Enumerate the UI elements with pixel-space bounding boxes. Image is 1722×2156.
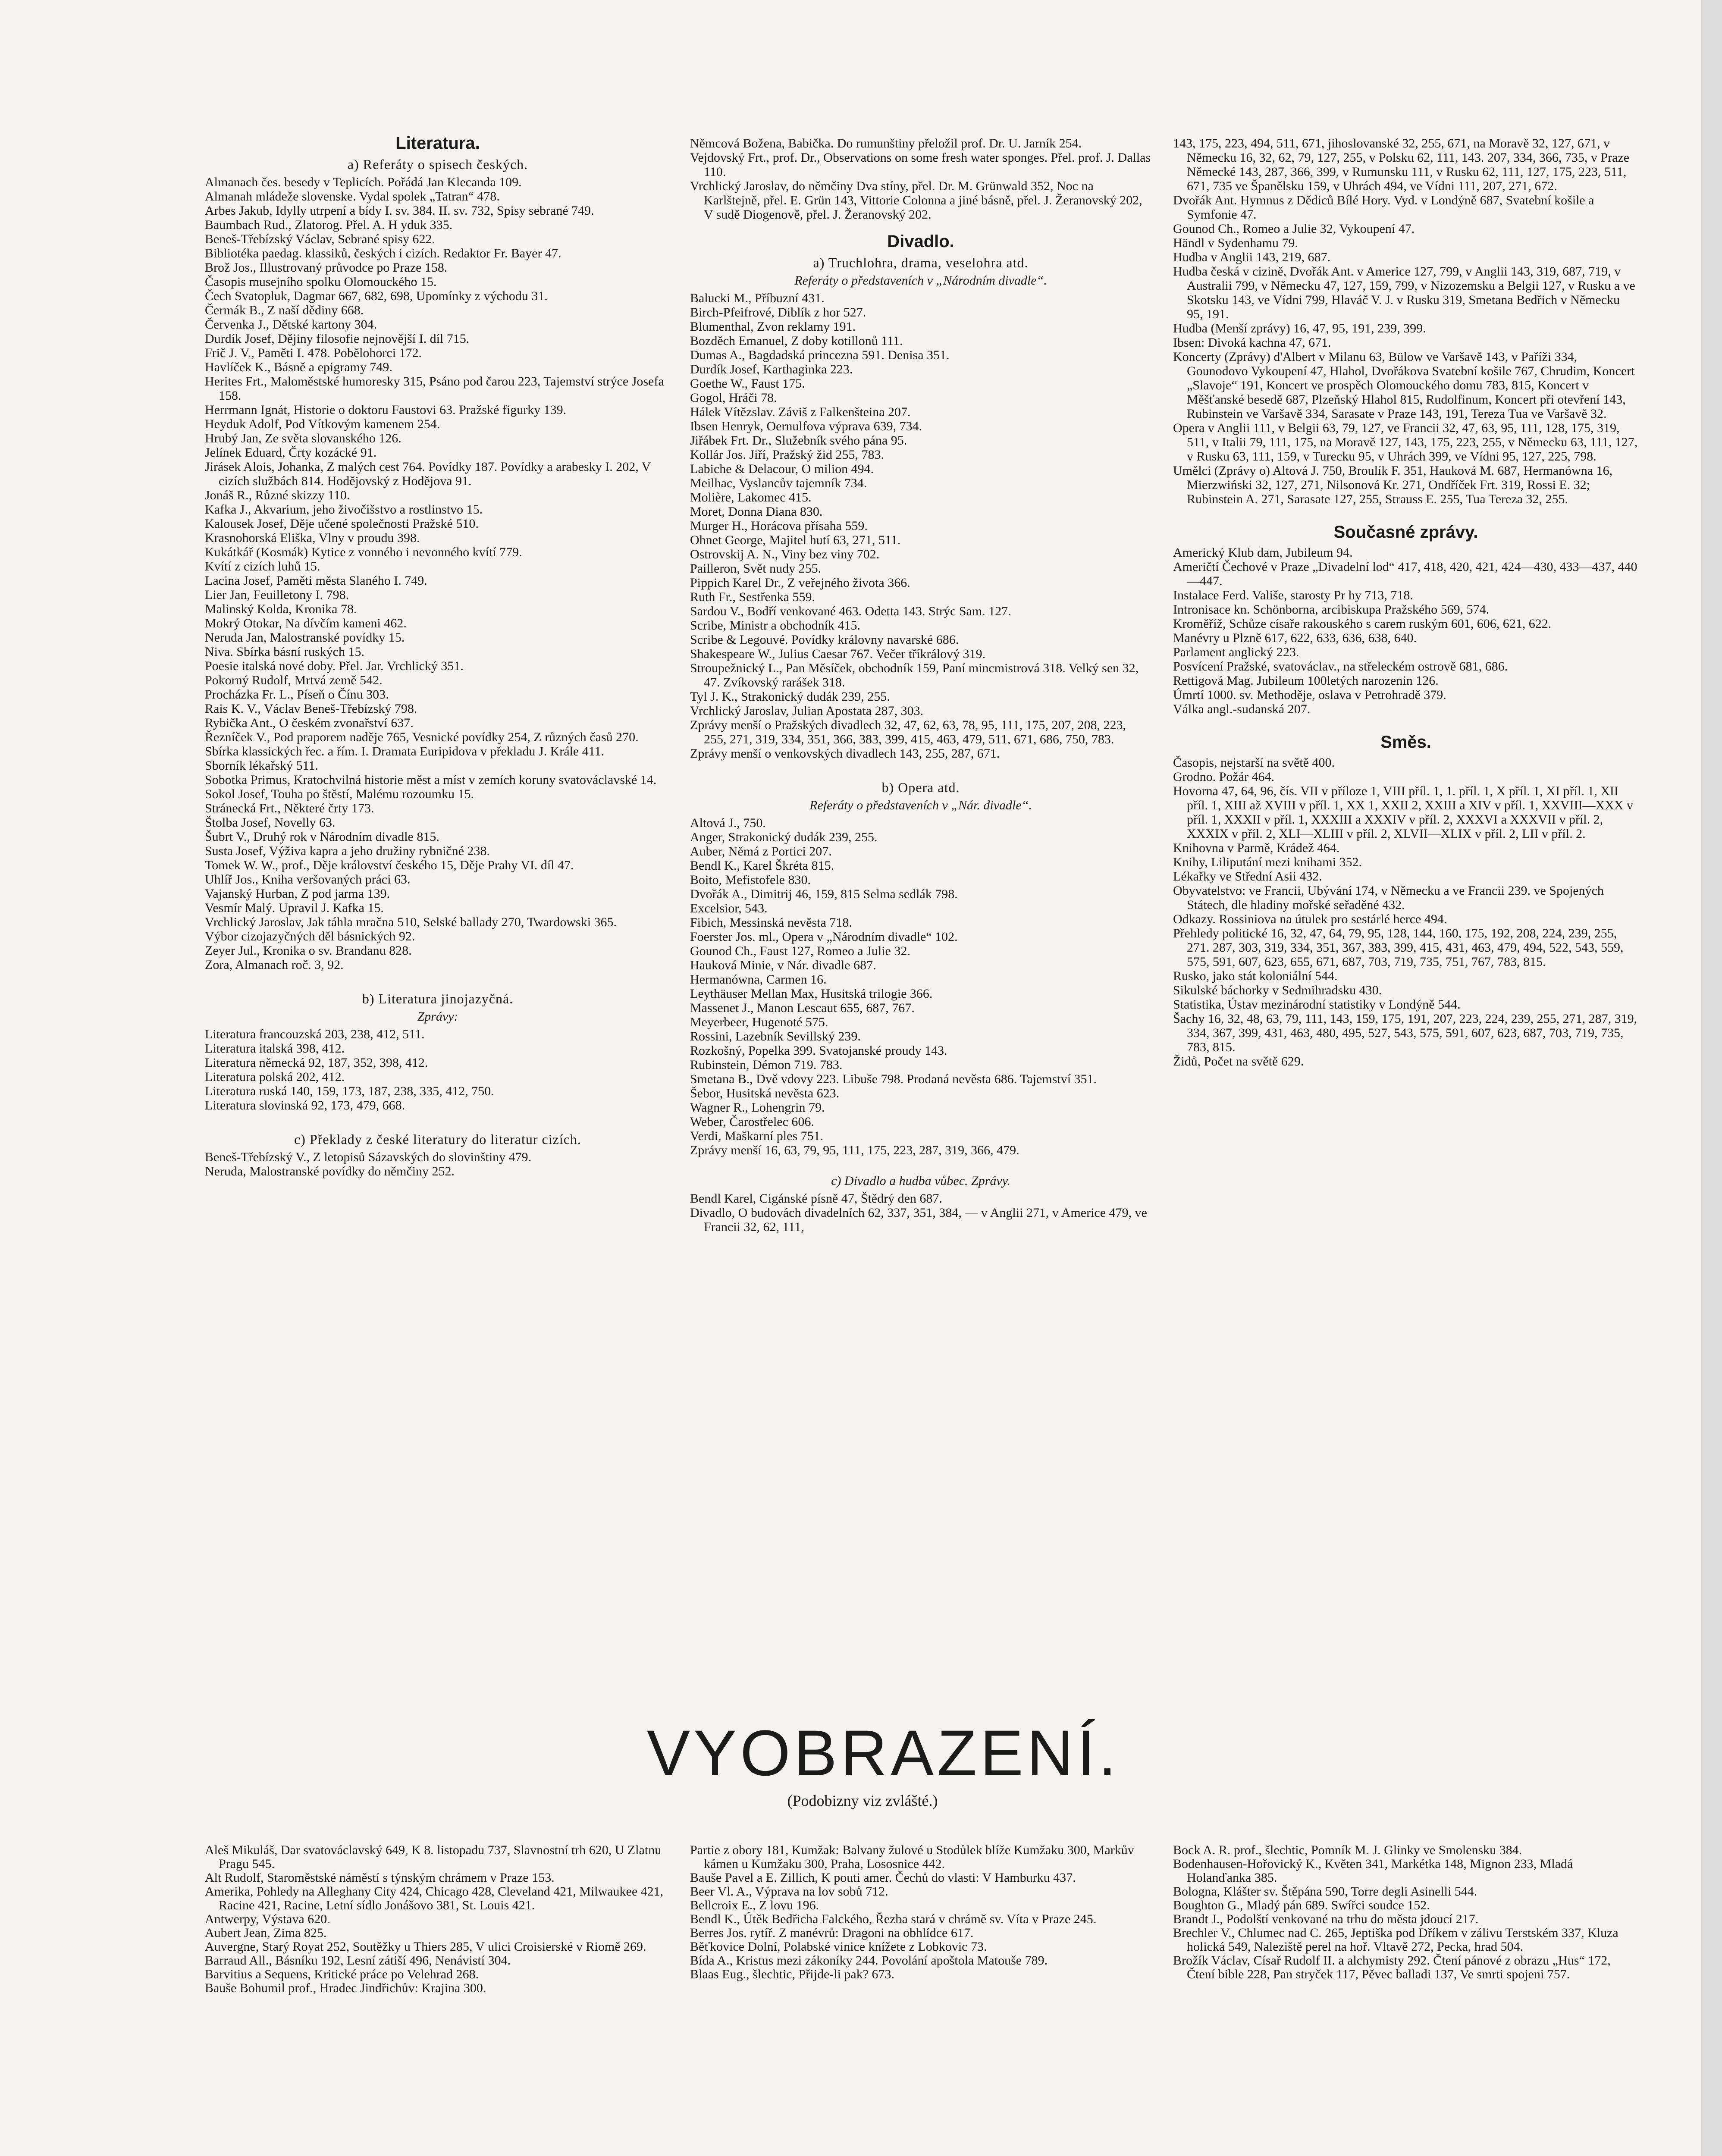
index-entry: Sborník lékařský 511. (205, 758, 319, 773)
index-entry: Šachy 16, 32, 48, 63, 79, 111, 143, 159, 175, 191, 207, 223, 224, 239, 255, 271, 287, 319, 334, 367, 399, 431, 463, 480, 495, 527, 543, 575, 591, 607, 623, 687, 703, 719, 735, 783, 815. (1173, 1012, 1637, 1054)
index-entry: Bendl K., Útěk Bedřicha Falckého, Řezba stará v chrámě sv. Víta v Praze 245. (690, 1912, 1097, 1926)
page-edge-shadow (1701, 0, 1722, 2156)
divadlo-a-list (690, 291, 1151, 761)
index-entry: Literatura polská 202, 412. (205, 1070, 345, 1084)
index-entry: Červenka J., Dětské kartony 304. (205, 317, 377, 332)
index-entry: Úmrtí 1000. sv. Methoděje, oslava v Petrohradě 379. (1173, 688, 1446, 702)
index-entry: Niva. Sbírka básní ruských 15. (205, 645, 364, 659)
index-entry: Moret, Donna Diana 830. (690, 505, 823, 519)
index-entry: Hudba česká v cizině, Dvořák Ant. v Americe 127, 799, v Anglii 143, 319, 687, 719, v Australii 799, v Německu 47, 127, 159, 799, v Nizozemsku a Belgii 127, v Rusku a ve Skotsku 143, ve Vídni 799, Hlaváč V. J. v Rusku 319, Smetana Bedřich v Německu 95, 191. (1173, 264, 1635, 321)
index-entry: Vejdovský Frt., prof. Dr., Observations on some fresh water sponges. Přel. prof. J. Dallas 110. (690, 150, 1151, 179)
index-entry: Barraud All., Básníku 192, Lesní zátiší 496, Nenávistí 304. (205, 1953, 511, 1968)
index-entry: Kafka J., Akvarium, jeho živočišstvo a rostlinstvo 15. (205, 502, 483, 517)
index-entry: Ohnet George, Majitel hutí 63, 271, 511. (690, 533, 901, 547)
index-entry: Brož Jos., Illustrovaný průvodce po Praze 158. (205, 260, 448, 275)
index-entry: Durdík Josef, Karthaginka 223. (690, 362, 853, 376)
index-entry: Alt Rudolf, Staroměstské náměstí s týnským chrámem v Praze 153. (205, 1871, 555, 1885)
index-entry: Bologna, Klášter sv. Štěpána 590, Torre degli Asinelli 544. (1173, 1884, 1477, 1899)
index-entry: Leythäuser Mellan Max, Husitská trilogie 366. (690, 987, 933, 1001)
index-entry: Molière, Lakomec 415. (690, 490, 812, 505)
index-entry: Vrchlický Jaroslav, do němčiny Dva stíny, přel. Dr. M. Grünwald 352, Noc na Karlštejně, přel. E. Grün 143, Vittorie Colonna a jiné básně, přel. J. Žeranovský 202, V sudě Diogenově, přel. J. Žeranovský 202. (690, 179, 1142, 222)
index-entry: Amerika, Pohledy na Alleghany City 424, Chicago 428, Cleveland 421, Milwaukee 421, Racine 421, Racine, Letní sídlo Jonášovo 381, St. Louis 421. (205, 1884, 664, 1912)
index-entry: Koncerty (Zprávy) d'Albert v Milanu 63, Bülow ve Varšavě 143, v Paříži 334, Gounodovo Vykoupení 47, Hlahol, Dvořákova Svatební košile 767, Chrudim, Koncert „Slavoje“ 191, Koncert ve prospěch Olomouckého domu 783, 815, Koncert v Měšťanské besedě 687, Plzeňský Hlahol 815, Rudolfinum, Koncert při otevření 143, Rubinstein ve Varšavě 334, Sarasate v Praze 143, 191, Tereza Tua ve Varšavě 32. (1173, 350, 1635, 421)
index-entry: Neruda Jan, Malostranské povídky 15. (205, 630, 405, 645)
index-entry: Válka angl.-sudanská 207. (1173, 702, 1311, 716)
smes-list (1173, 755, 1639, 1069)
index-entry: Běťkovice Dolní, Polabské vinice knížete z Lobkovic 73. (690, 1940, 987, 1954)
index-entry: Šubrt V., Druhý rok v Národním divadle 815. (205, 830, 439, 844)
index-entry: Balucki M., Příbuzní 431. (690, 291, 825, 305)
index-entry: Rozkošný, Popelka 399. Svatojanské proudy 143. (690, 1044, 947, 1058)
index-entry: Gounod Ch., Romeo a Julie 32, Vykoupení 47. (1173, 222, 1415, 236)
index-entry: Řezníček V., Pod praporem naděje 765, Vesnické povídky 254, Z různých časů 270. (205, 730, 639, 744)
index-entry: Zprávy menší 16, 63, 79, 95, 111, 175, 223, 287, 319, 366, 479. (690, 1143, 1019, 1157)
index-entry: Vajanský Hurban, Z pod jarma 139. (205, 887, 390, 901)
index-entry: Jirásek Alois, Johanka, Z malých cest 764. Povídky 187. Povídky a arabesky I. 202, V cizích službách 814. Hodějovský z Hodějova 91. (205, 460, 651, 488)
index-entry: Arbes Jakub, Idylly utrpení a bídy I. sv. 384. II. sv. 732, Spisy sebrané 749. (205, 204, 594, 218)
index-entry: Rossini, Lazebník Sevillský 239. (690, 1029, 861, 1044)
index-entry: Pokorný Rudolf, Mrtvá země 542. (205, 673, 383, 687)
index-entry: Tyl J. K., Strakonický dudák 239, 255. (690, 689, 890, 704)
index-entry: Sobotka Primus, Kratochvilná historie měst a míst v zemích koruny svatováclavské 14. (205, 773, 657, 787)
translations-continued-list (690, 136, 1151, 222)
index-entry: Americký Klub dam, Jubileum 94. (1173, 545, 1353, 560)
index-entry: Poesie italská nové doby. Přel. Jar. Vrchlický 351. (205, 659, 464, 673)
divadlo-c-heading: c) Divadlo a hudba vůbec. Zprávy. (831, 1174, 1010, 1188)
index-entry: Bendl K., Karel Škréta 815. (690, 859, 834, 873)
index-entry: Literatura ruská 140, 159, 173, 187, 238, 335, 412, 750. (205, 1084, 494, 1098)
index-entry: Bída A., Kristus mezi zákoníky 244. Povolání apoštola Matouše 789. (690, 1953, 1048, 1968)
index-entry: Auvergne, Starý Royat 252, Soutěžky u Thiers 285, V ulici Croisierské v Riomě 269. (205, 1940, 646, 1954)
index-entry: Bibliotéka paedag. klassiků, českých i cizích. Redaktor Fr. Bayer 47. (205, 246, 561, 260)
index-entry: Hauková Minie, v Nár. divadle 687. (690, 958, 876, 972)
index-entry: Goethe W., Faust 175. (690, 376, 805, 391)
index-entry: Malinský Kolda, Kronika 78. (205, 602, 357, 616)
hudba-list (1173, 136, 1639, 506)
index-entry: Gounod Ch., Faust 127, Romeo a Julie 32. (690, 944, 910, 958)
index-entry: Zora, Almanach roč. 3, 92. (205, 958, 344, 972)
index-entry: Scribe & Legouvé. Povídky královny navarské 686. (690, 633, 959, 647)
index-entry: Scribe, Ministr a obchodník 415. (690, 618, 860, 633)
index-entry: Ibsen: Divoká kachna 47, 671. (1173, 335, 1331, 350)
index-entry: Umělci (Zprávy o) Altová J. 750, Broulík F. 351, Hauková M. 687, Hermanówna 16, Mierzwiński 32, 127, 271, Nilsonová Kr. 271, Ondříček Frt. 319, Rossi E. 32; Rubinstein A. 271, Sarasate 127, 255, Strauss E. 255, Tua Tereza 32, 255. (1173, 464, 1613, 506)
index-entry: Anger, Strakonický dudák 239, 255. (690, 830, 878, 844)
index-entry: Štolba Josef, Novelly 63. (205, 815, 336, 830)
index-entry: Excelsior, 543. (690, 901, 768, 915)
literatura-b-heading: b) Literatura jinojazyčná. (362, 991, 514, 1006)
index-entry: Obyvatelstvo: ve Francii, Ubývání 174, v Německu a ve Francii 239. ve Spojených Státech, dle hladiny mořské seřaděné 432. (1173, 884, 1604, 912)
index-entry: Vrchlický Jaroslav, Julian Apostata 287, 303. (690, 704, 924, 718)
index-entry: Instalace Ferd. Vališe, starosty Pr hy 713, 718. (1173, 588, 1413, 602)
index-entry: Pailleron, Svět nudy 255. (690, 561, 822, 576)
vyobrazeni-subtitle: (Podobizny viz zvlášté.) (787, 1792, 938, 1809)
index-entry: Foerster Jos. ml., Opera v „Národním divadle“ 102. (690, 930, 958, 944)
vyobrazeni-column-3 (1173, 1843, 1639, 1981)
index-entry: Zeyer Jul., Kronika o sv. Brandanu 828. (205, 943, 412, 958)
index-entry: Herrmann Ignát, Historie o doktoru Faustovi 63. Pražské figurky 139. (205, 403, 567, 417)
index-entry: Birch-Pfeifrové, Diblík z hor 527. (690, 305, 866, 320)
index-entry: Krasnohorská Eliška, Vlny v proudu 398. (205, 531, 420, 545)
index-entry: Brožík Václav, Císař Rudolf II. a alchymisty 292. Čtení pánové z obrazu „Hus“ 172, Čtení bible 228, Pan stryček 117, Pěvec balladi 137, Ve smrti spojeni 757. (1173, 1953, 1611, 1981)
index-entry: Intronisace kn. Schönborna, arcibiskupa Pražského 569, 574. (1173, 602, 1490, 617)
index-entry: Herites Frt., Maloměstské humoresky 315, Psáno pod čarou 223, Tajemství strýce Josefa 158. (205, 374, 664, 403)
soucasne-zpravy-list (1173, 545, 1639, 716)
index-entry: Hrubý Jan, Ze světa slovanského 126. (205, 431, 401, 445)
index-entry: Frič J. V., Paměti I. 478. Pobělohorci 172. (205, 346, 422, 360)
index-entry: Parlament anglický 223. (1173, 645, 1299, 659)
index-entry: Američtí Čechové v Praze „Divadelní lod“ 417, 418, 420, 421, 424—430, 433—437, 440—447. (1173, 560, 1637, 588)
hudba-column (1173, 136, 1639, 1069)
index-entry: Časopis, nejstarší na světě 400. (1173, 755, 1335, 770)
index-entry: Časopis musejního spolku Olomouckého 15. (205, 275, 437, 289)
index-entry: Sardou V., Bodří venkované 463. Odetta 143. Strýc Sam. 127. (690, 604, 1011, 618)
index-entry: Literatura francouzská 203, 238, 412, 511. (205, 1027, 425, 1041)
index-entry: Literatura německá 92, 187, 352, 398, 412. (205, 1056, 428, 1070)
index-entry: Manévry u Plzně 617, 622, 633, 636, 638, 640. (1173, 631, 1417, 645)
index-entry: Hudba v Anglii 143, 219, 687. (1173, 250, 1330, 264)
index-entry: Šebor, Husitská nevěsta 623. (690, 1086, 840, 1100)
index-entry: Partie z obory 181, Kumžak: Balvany žulové u Stodůlek blíže Kumžaku 300, Markův kámen u Kumžaku 300, Praha, Lososnice 442. (690, 1843, 1134, 1871)
index-entry: Lacina Josef, Paměti města Slaného I. 749. (205, 573, 427, 588)
index-entry: Sbírka klassických řec. a řím. I. Dramata Euripidova v překladu J. Krále 411. (205, 744, 605, 758)
index-entry: Brechler V., Chlumec nad C. 265, Jeptiška pod Dříkem v zálivu Terstském 337, Kluza holická 549, Naleziště perel na hoř. Vltavě 272, Pecka, hrad 504. (1173, 1926, 1618, 1954)
vyobrazeni-column-1 (205, 1843, 671, 1995)
index-entry: Bodenhausen-Hořovický K., Květen 341, Markétka 148, Mignon 233, Mladá Holanďanka 385. (1173, 1857, 1573, 1885)
index-entry: Rybička Ant., O českém zvonařství 637. (205, 716, 414, 730)
index-entry: Přehledy politické 16, 32, 47, 64, 79, 95, 128, 144, 160, 175, 192, 208, 224, 239, 255, 271. 287, 303, 319, 334, 351, 367, 383, 399, 415, 431, 463, 479, 494, 522, 543, 559, 575, 591, 607, 623, 655, 671, 687, 703, 719, 735, 751, 767, 783, 815. (1173, 926, 1624, 969)
vyobrazeni-title: VYOBRAZENÍ. (647, 1717, 1120, 1789)
index-entry: Hermanówna, Carmen 16. (690, 972, 827, 987)
index-entry: Aubert Jean, Zima 825. (205, 1926, 327, 1940)
divadlo-a-heading: a) Truchlohra, drama, veselohra atd. (813, 255, 1029, 270)
index-entry: Aleš Mikuláš, Dar svatováclavský 649, K 8. listopadu 737, Slavnostní trh 620, U Zlatnu Pragu 545. (205, 1843, 662, 1871)
index-entry: Němcová Božena, Babička. Do rumunštiny přeložil prof. Dr. U. Jarník 254. (690, 136, 1082, 150)
index-entry: Gogol, Hráči 78. (690, 391, 777, 405)
divadlo-c-list (690, 1191, 1151, 1234)
index-entry: Rais K. V., Václav Beneš-Třebízský 798. (205, 702, 417, 716)
index-entry: Hálek Vítězslav. Záviš z Falkenšteina 207. (690, 405, 911, 419)
index-entry: Knihovna v Parmě, Krádež 464. (1173, 841, 1340, 855)
index-entry: Wagner R., Lohengrin 79. (690, 1100, 825, 1115)
smes-title: Směs. (1380, 733, 1431, 752)
index-entry: Durdík Josef, Dějiny filosofie nejnovější I. díl 715. (205, 332, 470, 346)
index-entry: Dvořák A., Dimitrij 46, 159, 815 Selma sedlák 798. (690, 887, 958, 901)
index-entry: Beer Vl. A., Výprava na lov sobů 712. (690, 1884, 888, 1899)
literatura-a-list (205, 175, 671, 972)
index-entry: Blaas Eug., šlechtic, Přijde-li pak? 673. (690, 1967, 895, 1981)
index-entry: Kalousek Josef, Děje učené společnosti Pražské 510. (205, 517, 479, 531)
index-entry: Ruth Fr., Sestřenka 559. (690, 590, 815, 604)
divadlo-b-heading: b) Opera atd. (881, 780, 960, 795)
literatura-column (205, 136, 671, 1178)
index-entry: Lékařky ve Střední Asii 432. (1173, 869, 1322, 884)
index-entry: Výbor cizojazyčných děl básnických 92. (205, 929, 415, 943)
index-entry: Lier Jan, Feuilletony I. 798. (205, 588, 349, 602)
index-entry: Odkazy. Rossiniova na útulek pro sestárlé herce 494. (1173, 912, 1447, 926)
index-entry: Bendl Karel, Cigánské písně 47, Štědrý den 687. (690, 1191, 942, 1206)
index-entry: Ibsen Henryk, Oernulfova výprava 639, 734. (690, 419, 922, 433)
index-entry: Altová J., 750. (690, 816, 766, 830)
index-entry: Barvitius a Sequens, Kritické práce po Velehrad 268. (205, 1967, 479, 1981)
index-entry: Literatura slovinská 92, 173, 479, 668. (205, 1098, 405, 1112)
index-entry: Shakespeare W., Julius Caesar 767. Večer tříkrálový 319. (690, 647, 986, 661)
index-entry: Susta Josef, Výživa kapra a jeho družiny rybničné 238. (205, 844, 490, 858)
index-entry: 143, 175, 223, 494, 511, 671, jihoslovanské 32, 255, 671, na Moravě 32, 127, 671, v Německu 16, 32, 62, 79, 127, 255, v Polsku 62, 111, 143. 207, 334, 366, 735, v Praze Německé 143, 287, 366, 399, v Rumunsku 111, v Rusku 62, 111, 127, 175, 223, 511, 671, 735 ve Španělsku 159, v Uhrách 494, ve Vídni 111, 207, 271, 672. (1173, 136, 1630, 193)
index-entry: Zprávy menší o venkovských divadlech 143, 255, 287, 671. (690, 746, 1000, 761)
index-entry: Dvořák Ant. Hymnus z Dědiců Bílé Hory. Vyd. v Londýně 687, Svatební košile a Symfonie 47. (1173, 193, 1594, 222)
index-entry: Hudba (Menší zprávy) 16, 47, 95, 191, 239, 399. (1173, 321, 1426, 335)
index-entry: Antwerpy, Výstava 620. (205, 1912, 330, 1926)
index-entry: Sokol Josef, Touha po štěstí, Malému rozoumku 15. (205, 787, 474, 801)
index-entry: Beneš-Třebízský V., Z letopisů Sázavských do slovinštiny 479. (205, 1150, 532, 1164)
index-entry: Stránecká Frt., Některé črty 173. (205, 801, 374, 815)
index-entry: Kukátkář (Kosmák) Kytice z vonného i nevonného kvítí 779. (205, 545, 522, 559)
soucasne-zpravy-title: Současné zprávy. (1333, 523, 1478, 542)
index-entry: Vesmír Malý. Upravil J. Kafka 15. (205, 901, 384, 915)
index-entry: Zprávy menší o Pražských divadlech 32, 47, 62, 63, 78, 95, 111, 175, 207, 208, 223, 255, 271, 319, 334, 351, 366, 383, 399, 415, 463, 479, 511, 671, 686, 750, 783. (690, 718, 1126, 746)
index-entry: Grodno. Požár 464. (1173, 770, 1274, 784)
index-entry: Rubinstein, Démon 719. 783. (690, 1058, 843, 1072)
index-entry: Hovorna 47, 64, 96, čís. VII v příloze 1, VIII příl. 1, 1. příl. 1, X příl. 1, XI příl. 1, XII příl. 1, XIII až XVIII v příl. 1, XX 1, XXII 2, XXIII a XIV v příl. 1, XXVIII—XXX v příl. 1, XXXII v příl. 1, XXXIII a XXXIV v příl. 2, XXXVI a XXXVII v příl. 2, XXXIX v příl. 2, XLI—XLIII v příl. 2, XLVII—XLIX v příl. 2, LII v příl. 2. (1173, 784, 1634, 841)
index-entry: Pippich Karel Dr., Z veřejného života 366. (690, 576, 910, 590)
index-entry: Dumas A., Bagdadská princezna 591. Denisa 351. (690, 348, 950, 362)
index-entry: Bauše Bohumil prof., Hradec Jindřichův: Krajina 300. (205, 1981, 486, 1995)
index-entry: Čermák B., Z naší dědiny 668. (205, 303, 364, 317)
index-entry: Auber, Němá z Portici 207. (690, 844, 832, 859)
index-entry: Statistika, Ústav mezinárodní statistiky v Londýně 544. (1173, 997, 1461, 1012)
literatura-title: Literatura. (395, 134, 480, 153)
index-entry: Kollár Jos. Jiří, Pražský žid 255, 783. (690, 448, 884, 462)
literatura-b-list (205, 1027, 671, 1112)
index-entry: Berres Jos. rytíř. Z manévrů: Dragoni na obhlídce 617. (690, 1926, 974, 1940)
index-entry: Almanah mládeže slovenske. Vydal spolek „Tatran“ 478. (205, 189, 500, 204)
index-entry: Brandt J., Podolští venkované na trhu do města jdoucí 217. (1173, 1912, 1479, 1926)
index-entry: Havlíček K., Básně a epigramy 749. (205, 360, 392, 374)
index-entry: Jelínek Eduard, Črty kozácké 91. (205, 445, 377, 460)
index-entry: Bock A. R. prof., šlechtic, Pomník M. J. Glinky ve Smolensku 384. (1173, 1843, 1522, 1857)
index-entry: Kvítí z cizích luhů 15. (205, 559, 320, 573)
literatura-c-list (205, 1150, 671, 1178)
index-entry: Rusko, jako stát koloniální 544. (1173, 969, 1338, 983)
index-entry: Smetana B., Dvě vdovy 223. Libuše 798. Prodaná nevěsta 686. Tajemství 351. (690, 1072, 1097, 1086)
index-entry: Massenet J., Manon Lescaut 655, 687, 767. (690, 1001, 915, 1015)
index-entry: Kroměříž, Schůze císaře rakouského s carem ruským 601, 606, 621, 622. (1173, 617, 1552, 631)
index-entry: Jiřábek Frt. Dr., Služebník svého pána 95. (690, 433, 907, 448)
index-entry: Jonáš R., Různé skizzy 110. (205, 488, 350, 502)
index-entry: Almanach čes. besedy v Teplicích. Pořádá Jan Klecanda 109. (205, 175, 522, 189)
divadlo-title: Divadlo. (887, 232, 954, 251)
index-entry: Baumbach Rud., Zlatorog. Přel. A. H yduk 335. (205, 218, 453, 232)
index-entry: Händl v Sydenhamu 79. (1173, 236, 1298, 250)
index-entry: Boughton G., Mladý pán 689. Swířci soudce 152. (1173, 1898, 1430, 1912)
index-entry: Sikulské báchorky v Sedmihradsku 430. (1173, 983, 1382, 997)
index-entry: Uhlíř Jos., Kniha veršovaných práci 63. (205, 872, 411, 887)
index-entry: Bauše Pavel a E. Zillich, K pouti amer. Čechů do vlasti: V Hamburku 437. (690, 1871, 1076, 1885)
literatura-b-sub: Zprávy: (417, 1009, 458, 1024)
literatura-a-heading: a) Referáty o spisech českých. (347, 157, 528, 172)
literatura-c-heading: c) Překlady z české literatury do literatur cizích. (294, 1131, 581, 1147)
index-entry: Stroupežnický L., Pan Měsíček, obchodník 159, Paní mincmistrová 318. Velký sen 32, 47. Zvíkovský rarášek 318. (690, 661, 1139, 689)
divadlo-a-sub: Referáty o představeních v „Národním divadle“. (794, 273, 1047, 288)
index-entry: Verdi, Maškarní ples 751. (690, 1129, 824, 1143)
vyobrazeni-column-2 (690, 1843, 1151, 1981)
index-entry: Weber, Čarostřelec 606. (690, 1115, 814, 1129)
index-entry: Knihy, Liliputání mezi knihami 352. (1173, 855, 1362, 869)
index-entry: Mokrý Otokar, Na dívčím kameni 462. (205, 616, 407, 630)
index-entry: Boito, Mefistofele 830. (690, 873, 811, 887)
index-entry: Posvícení Pražské, svatováclav., na střeleckém ostrově 681, 686. (1173, 659, 1508, 674)
index-entry: Heyduk Adolf, Pod Vítkovým kamenem 254. (205, 417, 440, 431)
index-entry: Meyerbeer, Hugenoté 575. (690, 1015, 828, 1029)
index-entry: Vrchlický Jaroslav, Jak táhla mračna 510, Selské ballady 270, Twardowski 365. (205, 915, 617, 929)
divadlo-b-sub: Referáty o představeních v „Nár. divadle“. (809, 798, 1032, 812)
index-entry: Čech Svatopluk, Dagmar 667, 682, 698, Upomínky z východu 31. (205, 289, 548, 303)
index-entry: Rettigová Mag. Jubileum 100letých narozenin 126. (1173, 674, 1439, 688)
index-entry: Murger H., Horácova přísaha 559. (690, 519, 868, 533)
index-entry: Divadlo, O budovách divadelních 62, 337, 351, 384, — v Anglii 271, v Americe 479, ve Francii 32, 62, 111, (690, 1206, 1147, 1234)
index-entry: Ostrovskij A. N., Viny bez viny 702. (690, 547, 880, 561)
divadlo-b-list (690, 816, 1151, 1157)
index-entry: Bozděch Emanuel, Z doby kotillonů 111. (690, 334, 903, 348)
index-entry: Beneš-Třebízský Václav, Sebrané spisy 622. (205, 232, 436, 246)
index-entry: Opera v Anglii 111, v Belgii 63, 79, 127, ve Francii 32, 47, 63, 95, 111, 128, 175, 319, 511, v Italii 79, 111, 175, na Moravě 127, 143, 175, 223, 255, v Německu 63, 111, 127, v Rusku 63, 111, 159, v Turecku 95, v Uhrách 399, ve Vídni 95, 127, 225, 798. (1173, 421, 1638, 464)
index-entry: Meilhac, Vyslancův tajemník 734. (690, 476, 867, 490)
index-entry: Procházka Fr. L., Píseň o Čínu 303. (205, 687, 389, 702)
index-entry: Tomek W. W., prof., Děje království českého 15, Děje Prahy VI. díl 47. (205, 858, 574, 872)
index-entry: Literatura italská 398, 412. (205, 1041, 345, 1056)
index-entry: Fibich, Messinská nevěsta 718. (690, 915, 852, 930)
index-entry: Labiche & Delacour, O milion 494. (690, 462, 874, 476)
index-entry: Židů, Počet na světě 629. (1173, 1054, 1304, 1069)
index-entry: Blumenthal, Zvon reklamy 191. (690, 320, 856, 334)
index-entry: Bellcroix E., Z lovu 196. (690, 1898, 819, 1912)
divadlo-column (690, 136, 1151, 1234)
index-entry: Neruda, Malostranské povídky do němčiny 252. (205, 1164, 455, 1178)
